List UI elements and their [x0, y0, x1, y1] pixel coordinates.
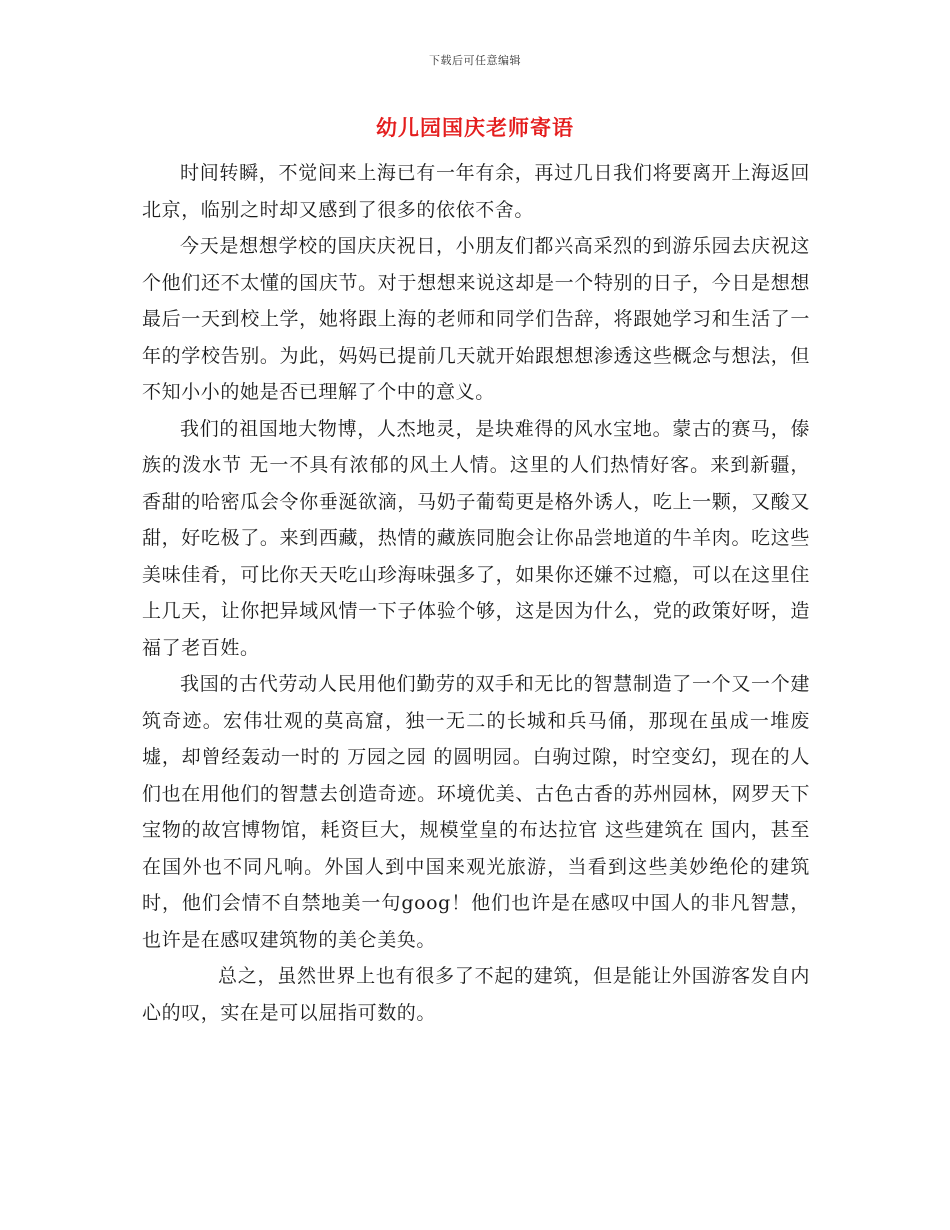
paragraph-2: 今天是想想学校的国庆庆祝日，小朋友们都兴高采烈的到游乐园去庆祝这个他们还不太懂的国庆节。对于想想来说这却是一个特别的日子，今日是想想最后一天到校上学，她将跟上海的老师和同学们告辞，将跟她学习和生活了一年的学校告别。为此，妈妈已提前几天就开始跟想想渗透这些概念与想法，但不知小小的她是否已理解了个中的意义。 — [142, 235, 810, 403]
page-header-note: 下载后可任意编辑 — [429, 54, 521, 67]
document-title: 幼儿园国庆老师寄语 — [376, 115, 574, 140]
paragraph-3: 我们的祖国地大物博，人杰地灵，是块难得的风水宝地。蒙古的赛马，傣族的泼水节 无一不具有浓郁的风土人情。这里的人们热情好客。来到新疆，香甜的哈密瓜会令你垂涎欲滴，马奶子葡萄更是格外诱人，吃上一颗，又酸又甜，好吃极了。来到西藏，热情的藏族同胞会让你品尝地道的牛羊肉。吃这些美味佳肴，可比你天天吃山珍海味强多了，如果你还嫌不过瘾，可以在这里住上几天，让你把异域风情一下子体验个够，这是因为什么，党的政策好呀，造福了老百姓。 — [142, 417, 810, 659]
paragraph-4: 我国的古代劳动人民用他们勤劳的双手和无比的智慧制造了一个又一个建筑奇迹。宏伟壮观的莫高窟，独一无二的长城和兵马俑，那现在虽成一堆废墟，却曾经轰动一时的 万园之园 的圆明园。白驹过隙，时空变幻，现在的人们也在用他们的智慧去创造奇迹。环境优美、古色古香的苏州园林，网罗天下宝物的故宫博物馆，耗资巨大，规模堂皇的布达拉官 这些建筑在 国内，甚至在国外也不同凡响。外国人到中国来观光旅游，当看到这些美妙绝伦的建筑时，他们会情不自禁地美一句goog！他们也许是在感叹中国人的非凡智慧，也许是在感叹建筑物的美仑美奂。 — [142, 673, 810, 951]
paragraph-1: 时间转瞬，不觉间来上海已有一年有余，再过几日我们将要离开上海返回北京，临别之时却又感到了很多的依依不舍。 — [142, 162, 810, 221]
paragraph-5: 总之，虽然世界上也有很多了不起的建筑，但是能让外国游客发自内心的叹，实在是可以屈指可数的。 — [142, 965, 810, 1024]
document-body — [142, 155, 810, 1031]
